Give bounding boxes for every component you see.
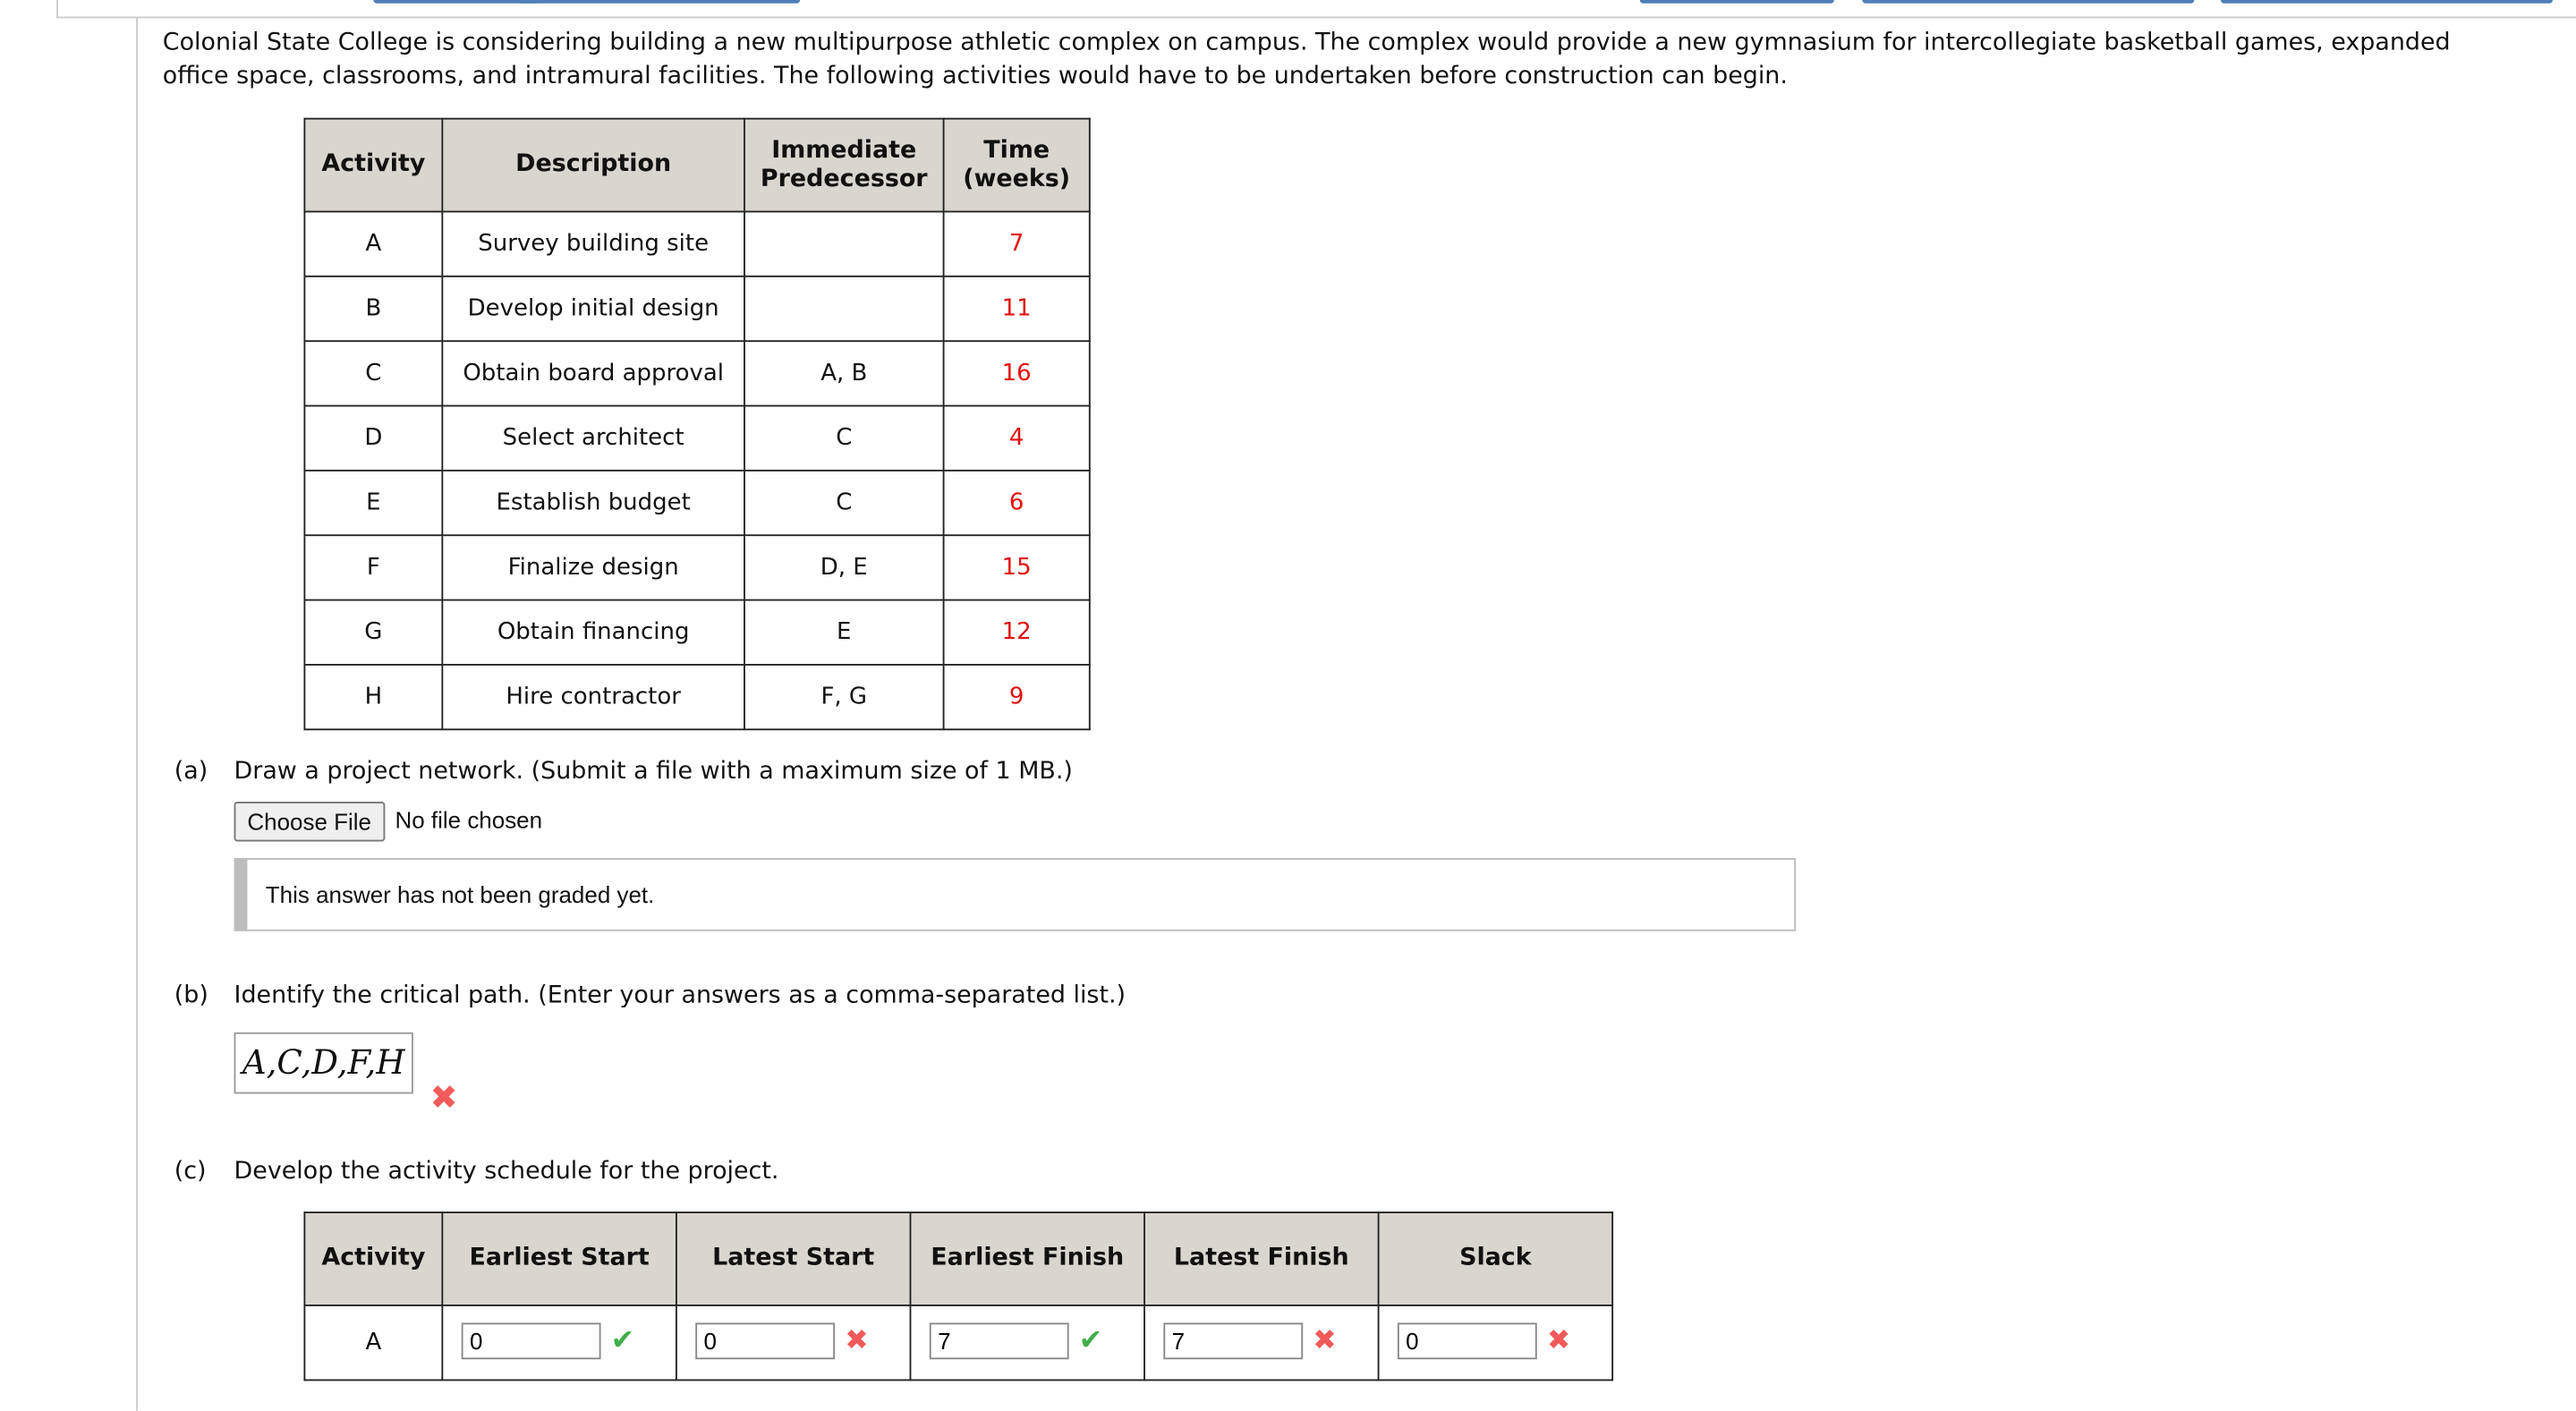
description-cell: Obtain financing (442, 600, 744, 665)
header-description: Description (442, 119, 744, 212)
part-c-prompt (174, 1159, 779, 1186)
nav-tab-stub[interactable] (2221, 0, 2553, 4)
earliest-finish-cell (910, 1305, 1144, 1380)
check-icon: ✔ (1078, 1324, 1103, 1358)
header-latest-start: Latest Start (676, 1212, 911, 1305)
latest-start-cell (676, 1305, 911, 1380)
activity-row (304, 665, 1089, 729)
choose-file-button[interactable]: Choose File (234, 802, 385, 842)
latest-finish-cell (1144, 1305, 1379, 1380)
description-cell: Finalize design (442, 535, 744, 599)
schedule-row (304, 1305, 1612, 1380)
critical-path-answer[interactable]: A,C,D,F,H (234, 1033, 413, 1094)
nav-tab-stub[interactable] (518, 0, 800, 4)
description-cell: Develop initial design (442, 276, 744, 341)
graded-notice-text: This answer has not been graded yet. (265, 881, 655, 908)
x-mark-icon: ✖ (1313, 1324, 1337, 1358)
header-predecessor: Immediate Predecessor (744, 119, 944, 212)
nav-tab-stub[interactable] (1640, 0, 1834, 4)
predecessor-cell: C (744, 406, 944, 471)
activity-cell: H (304, 665, 442, 729)
predecessor-cell: F, G (744, 665, 944, 729)
header-slack: Slack (1379, 1212, 1613, 1305)
description-cell: Hire contractor (442, 665, 744, 729)
activity-cell: A (304, 1305, 442, 1380)
activity-cell: C (304, 341, 442, 405)
activity-row (304, 212, 1089, 276)
header-earliest-finish: Earliest Finish (910, 1212, 1144, 1305)
part-a-prompt (174, 759, 1073, 786)
activity-row (304, 276, 1089, 341)
description-cell: Select architect (442, 406, 744, 471)
earliest-start-cell-content (443, 1306, 676, 1380)
graded-notice (234, 858, 1797, 931)
predecessor-cell: C (744, 471, 944, 535)
activity-row (304, 471, 1089, 535)
earliest-start-input[interactable] (462, 1322, 601, 1359)
time-cell: 16 (944, 341, 1090, 405)
header-earliest-start: Earliest Start (442, 1212, 676, 1305)
predecessor-cell: E (744, 600, 944, 665)
activity-cell: G (304, 600, 442, 665)
activity-cell: B (304, 276, 442, 341)
part-c-text: Develop the activity schedule for the project. (234, 1158, 779, 1186)
time-cell: 6 (944, 471, 1090, 535)
activity-cell: A (304, 212, 442, 276)
file-status: No file chosen (395, 806, 543, 834)
problem-intro: Colonial State College is considering building a new multipurpose athletic complex on campus. The complex would provide a new gymnasium for intercollegiate basketball games, expanded office space, classrooms, and intramural facilities. The following activities would have to be undertaken before construction can begin. (162, 30, 2451, 89)
time-cell: 4 (944, 406, 1090, 471)
nav-tab-stub[interactable] (1862, 0, 2194, 4)
predecessor-cell: A, B (744, 341, 944, 405)
x-mark-icon: ✖ (845, 1324, 869, 1358)
latest-start-cell-content (677, 1306, 910, 1380)
predecessor-cell (744, 212, 944, 276)
description-cell: Establish budget (442, 471, 744, 535)
activity-row (304, 341, 1089, 405)
header-activity: Activity (304, 1212, 442, 1305)
schedule-table (303, 1211, 1613, 1381)
slack-cell (1379, 1305, 1613, 1380)
slack-input[interactable] (1398, 1322, 1537, 1359)
time-cell: 11 (944, 276, 1090, 341)
activity-cell: F (304, 535, 442, 599)
header-latest-finish: Latest Finish (1144, 1212, 1379, 1305)
activity-row (304, 600, 1089, 665)
activity-row (304, 406, 1089, 471)
description-cell: Survey building site (442, 212, 744, 276)
time-cell: 15 (944, 535, 1090, 599)
earliest-finish-cell-content (911, 1306, 1143, 1380)
activity-cell: D (304, 406, 442, 471)
check-icon: ✔ (610, 1324, 635, 1358)
latest-finish-cell-content (1145, 1306, 1378, 1380)
part-a-text: Draw a project network. (Submit a file with a maximum size of 1 MB.) (234, 758, 1073, 786)
slack-cell-content (1380, 1306, 1612, 1380)
predecessor-cell (744, 276, 944, 341)
part-b-prompt (174, 982, 1126, 1009)
description-cell: Obtain board approval (442, 341, 744, 405)
time-cell: 12 (944, 600, 1090, 665)
x-mark-icon: ✖ (429, 1076, 458, 1118)
latest-finish-input[interactable] (1163, 1322, 1303, 1359)
part-b-label: (b) (174, 982, 208, 1009)
nav-tab-stub[interactable] (373, 0, 540, 4)
time-cell: 9 (944, 665, 1090, 729)
part-a-label: (a) (174, 758, 208, 786)
part-c-label: (c) (174, 1158, 207, 1186)
x-mark-icon: ✖ (1546, 1324, 1571, 1358)
header-time: Time (weeks) (944, 119, 1090, 212)
part-b-text: Identify the critical path. (Enter your answers as a comma-separated list.) (234, 982, 1126, 1009)
time-cell: 7 (944, 212, 1090, 276)
predecessor-cell: D, E (744, 535, 944, 599)
header-activity: Activity (304, 119, 442, 212)
activity-table (303, 118, 1090, 730)
activity-row (304, 535, 1089, 599)
earliest-start-cell (442, 1305, 676, 1380)
activity-cell: E (304, 471, 442, 535)
earliest-finish-input[interactable] (930, 1322, 1069, 1359)
latest-start-input[interactable] (695, 1322, 835, 1359)
